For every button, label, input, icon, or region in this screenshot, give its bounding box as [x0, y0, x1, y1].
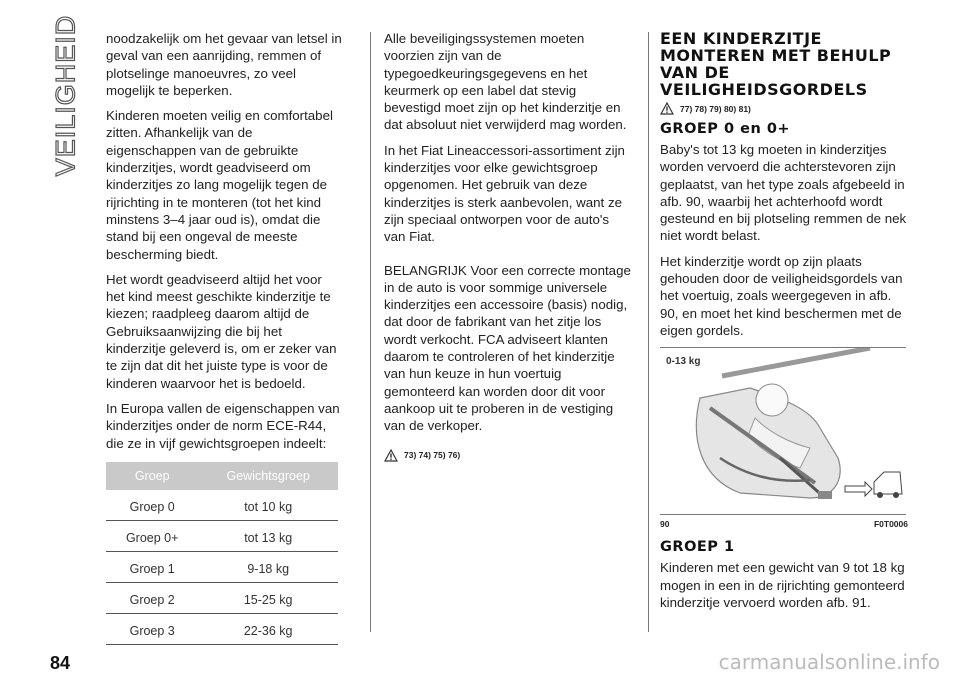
paragraph: Baby's tot 13 kg moeten in kinderzitjes worden vervoerd die achterstevoren zijn geplaatst, van het type zoals afgebeeld in afb. 90, waarbij het achterhoofd wordt gesteund en bij plotseling remmen de nek niet wordt belast.: [660, 142, 907, 244]
column-3: [660, 30, 908, 619]
table-row: [106, 613, 338, 644]
paragraph: Het kinderzitje wordt op zijn plaats gehouden door de veiligheidsgordels van het voertuig, zoals weergegeven in afb. 90, en moet het kind beschermen met de eigen gordels.: [660, 253, 903, 338]
table-cell: Groep 0: [106, 490, 198, 521]
table-cell: 22-36 kg: [198, 613, 338, 644]
warning-icon: [660, 102, 674, 115]
figure-caption: [660, 519, 908, 529]
table-cell: 15-25 kg: [198, 582, 338, 613]
table-header-row: [106, 462, 338, 490]
warning-references: [384, 449, 632, 462]
figure-label: 0-13 kg: [666, 356, 701, 368]
paragraph: Het wordt geadviseerd altijd het voor het kind meest geschikte kinderzitje te kiezen; raadpleeg daarom altijd de Gebruiksaanwijzing die bij het kinderzitje geleverd is, om er zeker van te zijn dat dit het juiste type is voor de kinderen waarvoor het is bedoeld.: [106, 271, 337, 391]
warning-refs-text: 77) 78) 79) 80) 81): [680, 103, 751, 114]
figure-90: [660, 347, 906, 515]
section-title-text: VEILIGHEID: [50, 14, 81, 176]
table-cell: 9-18 kg: [198, 551, 338, 582]
paragraph: Kinderen met een gewicht van 9 tot 18 kg mogen in een in de rijrichting gemonteerd kinderzitje vervoerd worden afb. 91.: [660, 560, 905, 610]
paragraph: Alle beveiligingssystemen moeten voorzien zijn van de typegoedkeuringsgegevens en het keurmerk op een label dat stevig bevestigd moet zijn op het kinderzitje en dat absoluut niet verwijderd mag worden.: [384, 31, 627, 133]
table-row: [106, 551, 338, 582]
column-divider: [370, 32, 371, 632]
table-row: [106, 520, 338, 551]
column-1: [106, 30, 342, 645]
table-header-cell: Gewichtsgroep: [198, 462, 338, 490]
column-2: [384, 30, 632, 468]
table-row: [106, 582, 338, 613]
warning-refs-text: 73) 74) 75) 76): [404, 450, 461, 461]
section-title: [48, 14, 84, 176]
paragraph: Kinderen moeten veilig en comfortabel zitten. Afhankelijk van de eigenschappen van de gebruikte kinderzitjes, wordt geadviseerd om kinderzitjes zo lang mogelijk tegen de rijrichting in te monteren (tot het kind minstens 3–4 jaar oud is), omdat die stand bij een ongeval de meeste bescherming biedt.: [106, 108, 333, 262]
figure-number: 90: [660, 519, 670, 530]
column-divider: [648, 32, 649, 632]
table-row: [106, 490, 338, 521]
table-cell: tot 10 kg: [198, 490, 338, 521]
subheading-group-0: GROEP 0 en 0+: [660, 121, 791, 137]
paragraph: BELANGRIJK Voor een correcte montage in de auto is voor sommige universele kinderzitjes een accessoire (basis) nodig, dat door de fabrikant van het zitje los wordt verkocht. FCA adviseert klanten daarom te controleren of het kinderzitje van hun keuze in hun voertuig gemonteerd kan worden door dit voor aankoop uit te proberen in de vestiging van de verkoper.: [384, 262, 631, 434]
table-cell: Groep 3: [106, 613, 198, 644]
paragraph: In Europa vallen de eigenschappen van kinderzitjes onder de norm ECE-R44, die ze in vijf gewichtsgroepen indeelt:: [106, 400, 340, 451]
section-heading: EEN KINDERZITJE MONTEREN MET BEHULP VAN DE VEILIGHEIDSGORDELS: [660, 29, 892, 99]
figure-code: F0T0006: [873, 519, 908, 530]
paragraph: In het Fiat Lineaccessori-assortiment zijn kinderzitjes voor elke gewichtsgroep opgenomen. Het gebruik van deze kinderzitjes is sterk aanbevolen, want ze zijn speciaal ontworpen voor de auto's van Fiat.: [384, 142, 625, 245]
table-cell: tot 13 kg: [198, 520, 338, 551]
child-seat-illustration: [660, 348, 906, 514]
warning-icon: [384, 449, 398, 462]
table-cell: Groep 2: [106, 582, 198, 613]
page-number: 84: [50, 653, 71, 673]
subheading-group-1: GROEP 1: [660, 539, 735, 556]
table-header-cell: Groep: [106, 462, 198, 490]
table-cell: Groep 0+: [106, 520, 198, 551]
watermark: carmanualsonline.info: [718, 650, 940, 674]
paragraph: noodzakelijk om het gevaar van letsel in geval van een aanrijding, remmen of plotselinge manoeuvres, zo veel mogelijk te beperken.: [106, 31, 342, 98]
table-cell: Groep 1: [106, 551, 198, 582]
warning-references: [660, 102, 908, 115]
weight-group-table: [106, 462, 338, 645]
